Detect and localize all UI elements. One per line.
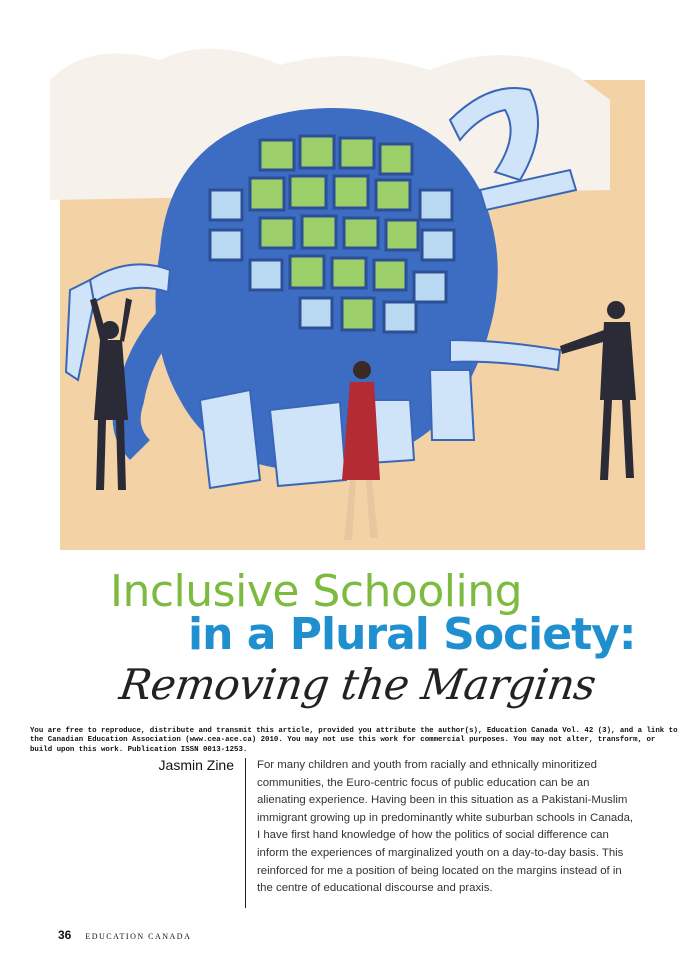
title-subtitle: Removing the Margins — [116, 660, 599, 709]
article-intro-paragraph: For many children and youth from racially and ethnically minoritized communities, the Euro-centric focus of public education can be an alienating experience. Having been in this situation as a Pakistani-Muslim immigrant growing up in predominantly white suburban schools in Canada, I have first hand knowledge of how the politics of social difference can inform the experiences of marginalized youth on a day-to-day basis. This reinforced for me a position of being located on the margins instead of in the centre of educational discourse and praxis. — [257, 759, 634, 895]
page-footer — [58, 926, 191, 944]
cover-illustration — [50, 40, 660, 560]
column-divider — [245, 758, 246, 908]
page-number: 36 — [58, 928, 72, 942]
license-notice: You are free to reproduce, distribute and transmit this article, provided you attribute the author(s), Education Canada Vol. 42 (3), and a link to the Canadian Education Association (www.cea-ace.ca) 2010. You may not use this work for commercial purposes. You may not alter, transform, or build upon this work. Publication ISSN 0013-1253. — [30, 727, 678, 754]
author-name: Jasmin Zine — [158, 757, 234, 773]
title-line-2: in a Plural Society: — [188, 609, 636, 660]
title-line-1: Inclusive Schooling — [110, 566, 523, 617]
publication-name: EDUCATION CANADA — [85, 932, 192, 941]
